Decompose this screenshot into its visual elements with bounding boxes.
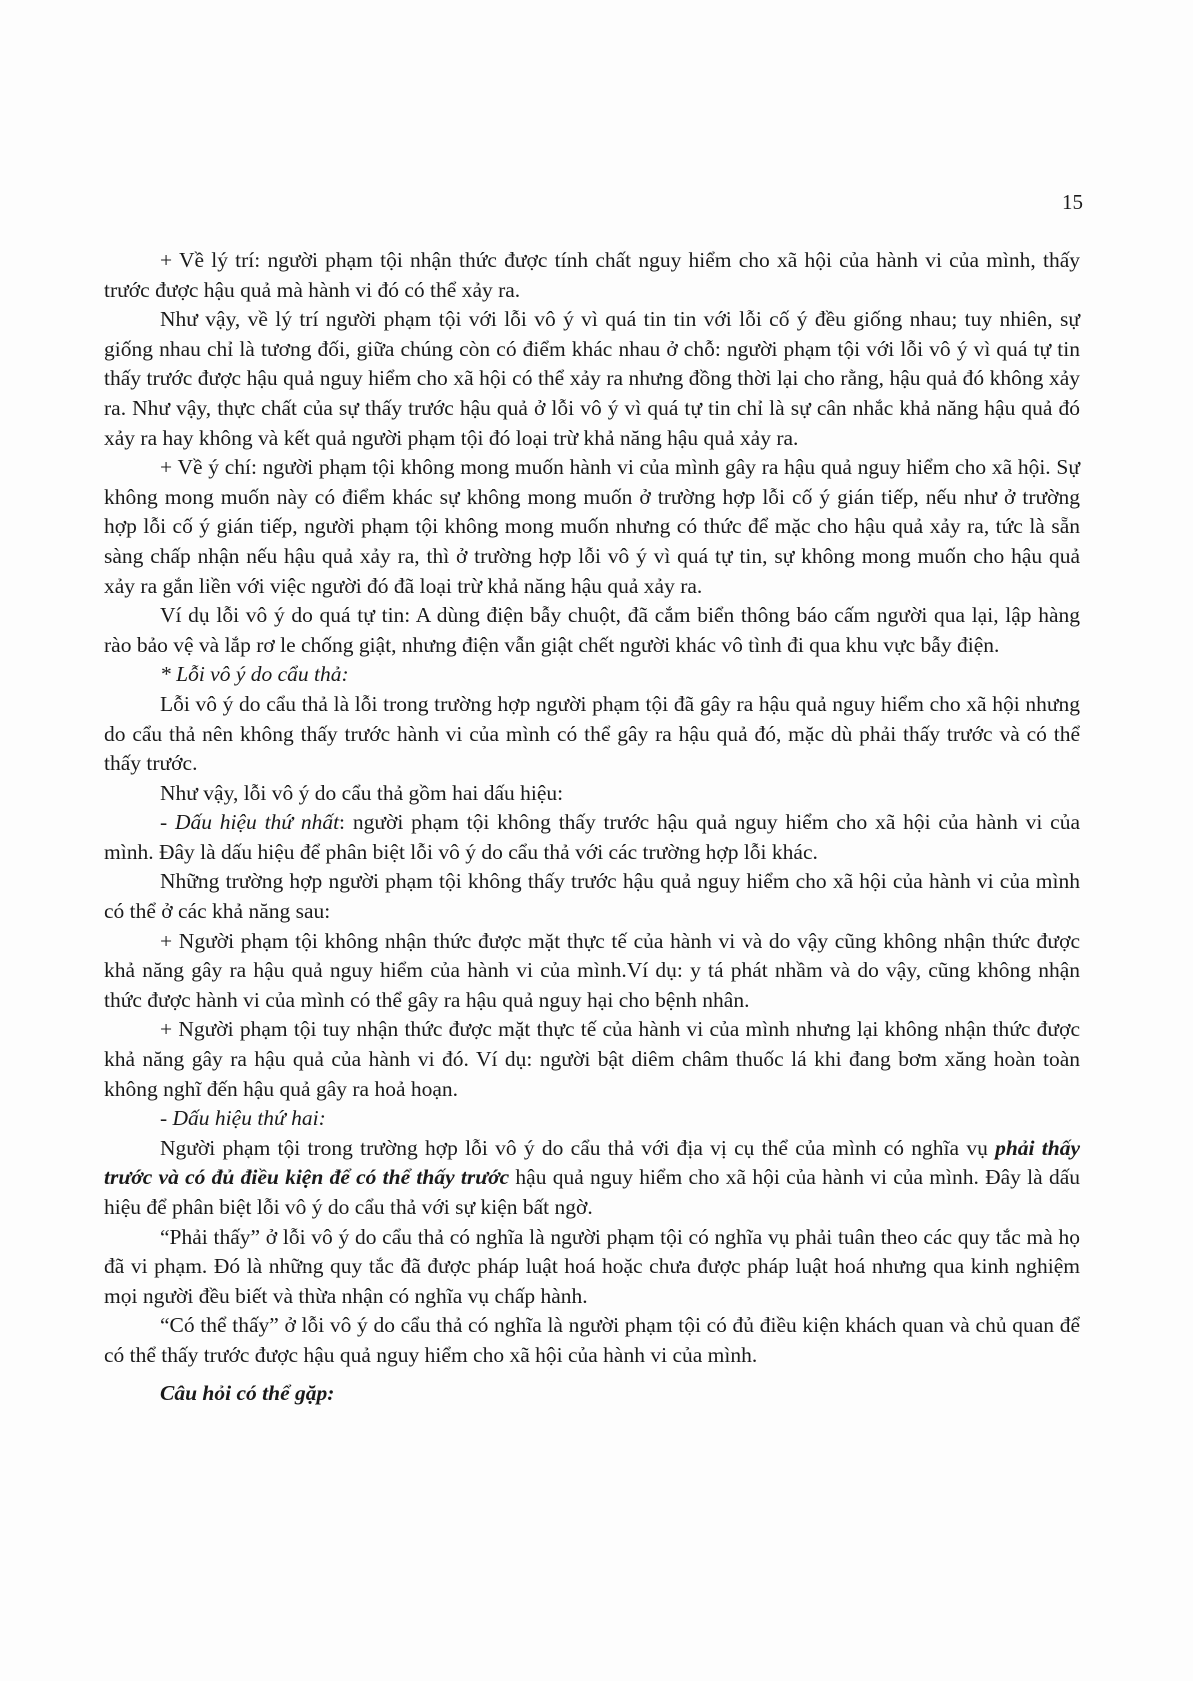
label-dau-hieu-thu-hai: - Dấu hiệu thứ hai:: [160, 1106, 326, 1131]
paragraph-dau-hieu-thu-hai: [104, 1134, 1080, 1223]
page-body: [104, 246, 1080, 1408]
text-dau-hieu-thu-hai-c: hậu quả nguy hiểm cho xã hội của hành vi của mình. Đây là dấu hiệu để phân biệt lỗi vô ý do cẩu thả với sự kiện bất ngờ.: [104, 1165, 1080, 1219]
paragraph-y-chi: + Về ý chí: người phạm tội không mong muốn hành vi của mình gây ra hậu quả nguy hiểm cho xã hội. Sự không mong muốn này có điểm khác sự không mong muốn ở trường hợp lỗi cố ý gián tiếp, nếu như ở trường hợp lỗi cố ý gián tiếp, người phạm tội không mong muốn nhưng có thức để mặc cho hậu quả xảy ra, tức là sẵn sàng chấp nhận nếu hậu quả xảy ra, thì ở trường hợp lỗi vô ý vì quá tự tin, sự không mong muốn cho hậu quả xảy ra gắn liền với việc người đó đã loại trừ khả năng hậu quả xảy ra.: [104, 455, 1080, 598]
paragraph-co-the-thay: “Có thể thấy” ở lỗi vô ý do cẩu thả có nghĩa là người phạm tội có đủ điều kiện khách quan và chủ quan để có thể thấy trước được hậu quả nguy hiểm cho xã hội của hành vi của mình.: [104, 1313, 1080, 1367]
paragraph-ly-tri: + Về lý trí: người phạm tội nhận thức được tính chất nguy hiểm cho xã hội của hành vi của mình, thấy trước được hậu quả mà hành vi đó có thể xảy ra.: [104, 248, 1080, 302]
section-heading-cau-hoi: Câu hỏi có thể gặp:: [160, 1380, 335, 1405]
label-dau-hieu-thu-nhat: - Dấu hiệu thứ nhất: [160, 810, 340, 835]
section-heading-cau-tha: * Lỗi vô ý do cẩu thả:: [160, 662, 349, 687]
paragraph-hai-dau-hieu: Như vậy, lỗi vô ý do cẩu thả gồm hai dấu hiệu:: [160, 780, 564, 805]
text-dau-hieu-thu-nhat: : người phạm tội không thấy trước hậu quả nguy hiểm cho xã hội của hành vi của mình. Đây là dấu hiệu để phân biệt lỗi vô ý do cẩu thả với các trường hợp lỗi khác.: [104, 810, 1080, 864]
paragraph-nhu-vay-ly-tri: Như vậy, về lý trí người phạm tội với lỗi vô ý vì quá tin tin với lỗi cố ý đều giống nhau; tuy nhiên, sự giống nhau chỉ là tương đối, giữa chúng còn có điểm khác nhau ở chỗ: người phạm tội với lỗi vô ý vì quá tự tin thấy trước được hậu quả nguy hiểm cho xã hội có thể xảy ra nhưng đồng thời lại cho rằng, hậu quả đó không xảy ra. Như vậy, thực chất của sự thấy trước hậu quả ở lỗi vô ý vì quá tự tin chỉ là sự cân nhắc khả năng hậu quả đó xảy ra hay không và kết quả người phạm tội đó loại trừ khả năng hậu quả xảy ra.: [104, 307, 1080, 450]
paragraph-kha-nang-1: + Người phạm tội không nhận thức được mặt thực tế của hành vi và do vậy cũng không nhận thức được khả năng gây ra hậu quả nguy hiểm của hành vi của mình.Ví dụ: y tá phát nhầm và do vậy, cũng không nhận thức được hành vi của mình có thể gây ra hậu quả nguy hại cho bệnh nhân.: [104, 928, 1080, 1012]
paragraph-kha-nang-2: + Người phạm tội tuy nhận thức được mặt thực tế của hành vi của mình nhưng lại không nhận thức được khả năng gây ra hậu quả của hành vi đó. Ví dụ: người bật diêm châm thuốc lá khi đang bơm xăng hoàn toàn không nghĩ đến hậu quả gây ra hoả hoạn.: [104, 1017, 1080, 1101]
paragraph-dinh-nghia-cau-tha: Lỗi vô ý do cẩu thả là lỗi trong trường hợp người phạm tội đã gây ra hậu quả nguy hiểm cho xã hội nhưng do cẩu thả nên không thấy trước hành vi của mình có thể gây ra hậu quả đó, mặc dù phải thấy trước và có thể thấy trước.: [104, 691, 1080, 776]
paragraph-dau-hieu-thu-nhat: [104, 808, 1080, 867]
page-number: 15: [1062, 190, 1083, 214]
paragraph-phai-thay: “Phải thấy” ở lỗi vô ý do cẩu thả có nghĩa là người phạm tội có nghĩa vụ phải tuân theo các quy tắc mà họ đã vi phạm. Đó là những quy tắc đã được pháp luật hoá hoặc chưa được pháp luật hoá nhưng qua kinh nghiệm mọi người đều biết và thừa nhận có nghĩa vụ chấp hành.: [104, 1224, 1080, 1308]
emphasis-phai-thay-truoc: phải thấy trước và có đủ điều kiện để có thể thấy trước: [104, 1135, 1080, 1190]
paragraph-kha-nang: Những trường hợp người phạm tội không thấy trước hậu quả nguy hiểm cho xã hội của hành vi của mình có thể ở các khả năng sau:: [104, 869, 1080, 924]
paragraph-vi-du-qua-tu-tin: Ví dụ lỗi vô ý do quá tự tin: A dùng điện bẫy chuột, đã cắm biển thông báo cấm người qua lại, lập hàng rào bảo vệ và lắp rơ le chống giật, nhưng điện vẫn giật chết người khác vô tình đi qua khu vực bẫy điện.: [104, 603, 1080, 657]
text-dau-hieu-thu-hai-a: Người phạm tội trong trường hợp lỗi vô ý do cẩu thả với địa vị cụ thể của mình có nghĩa vụ: [160, 1135, 996, 1160]
